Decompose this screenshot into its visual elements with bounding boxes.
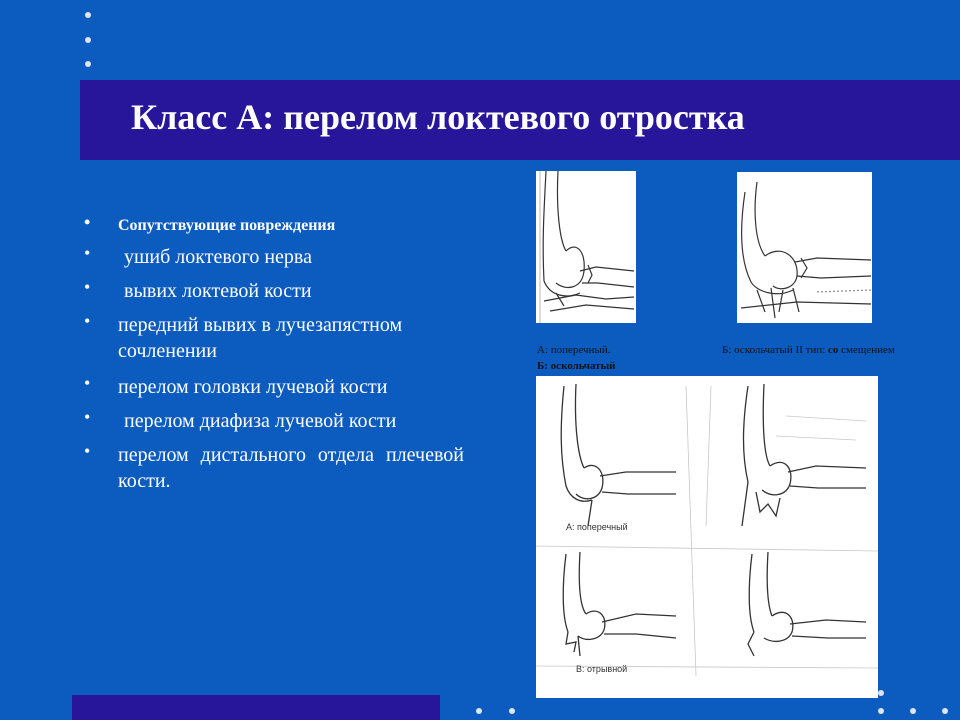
caption-bold-text: Б: оскольчатый xyxy=(537,360,616,372)
bullet-item: • перелом дистального отдела плечевой кости. xyxy=(84,442,464,494)
caption-text: смещением xyxy=(841,344,895,356)
bottom-band xyxy=(72,695,440,720)
decor-dot xyxy=(85,37,91,43)
caption-comminuted xyxy=(722,344,895,356)
caption-bold-text: со xyxy=(828,344,839,356)
caption-transverse xyxy=(537,344,610,356)
caption-text: А: поперечный. xyxy=(537,344,611,356)
bullet-item: • перелом головки лучевой кости xyxy=(84,374,464,400)
decor-dot xyxy=(878,708,884,714)
decor-dot xyxy=(85,61,91,67)
caption-comminuted-short xyxy=(537,360,616,372)
bullet-item: • передний вывих в лучезапястном сочленении xyxy=(84,312,464,364)
decor-dot xyxy=(85,12,91,18)
bullet-item: • вывих локтевой кости xyxy=(84,278,464,304)
xray-fracture-types-composite xyxy=(536,376,878,698)
decor-dot xyxy=(910,708,916,714)
bullet-heading: • Сопутствующие повреждения xyxy=(84,215,464,237)
caption-text: Б: оскольчатый II тип: xyxy=(722,344,826,356)
bullet-item: • ушиб локтевого нерва xyxy=(84,244,464,270)
slide-title: Класс А: перелом локтевого отростка xyxy=(131,97,745,137)
decor-dot xyxy=(476,708,482,714)
decor-dot xyxy=(878,690,884,696)
figure-label-avulsion: В: отрывной xyxy=(576,664,628,674)
bullet-item: • перелом диафиза лучевой кости xyxy=(84,408,464,434)
bullet-list xyxy=(84,210,464,494)
xray-comminuted-fracture xyxy=(737,172,872,323)
xray-transverse-fracture xyxy=(536,171,636,323)
figure-label-transverse: А: поперечный xyxy=(566,522,628,532)
decor-dot xyxy=(942,708,948,714)
decor-dot xyxy=(509,708,515,714)
